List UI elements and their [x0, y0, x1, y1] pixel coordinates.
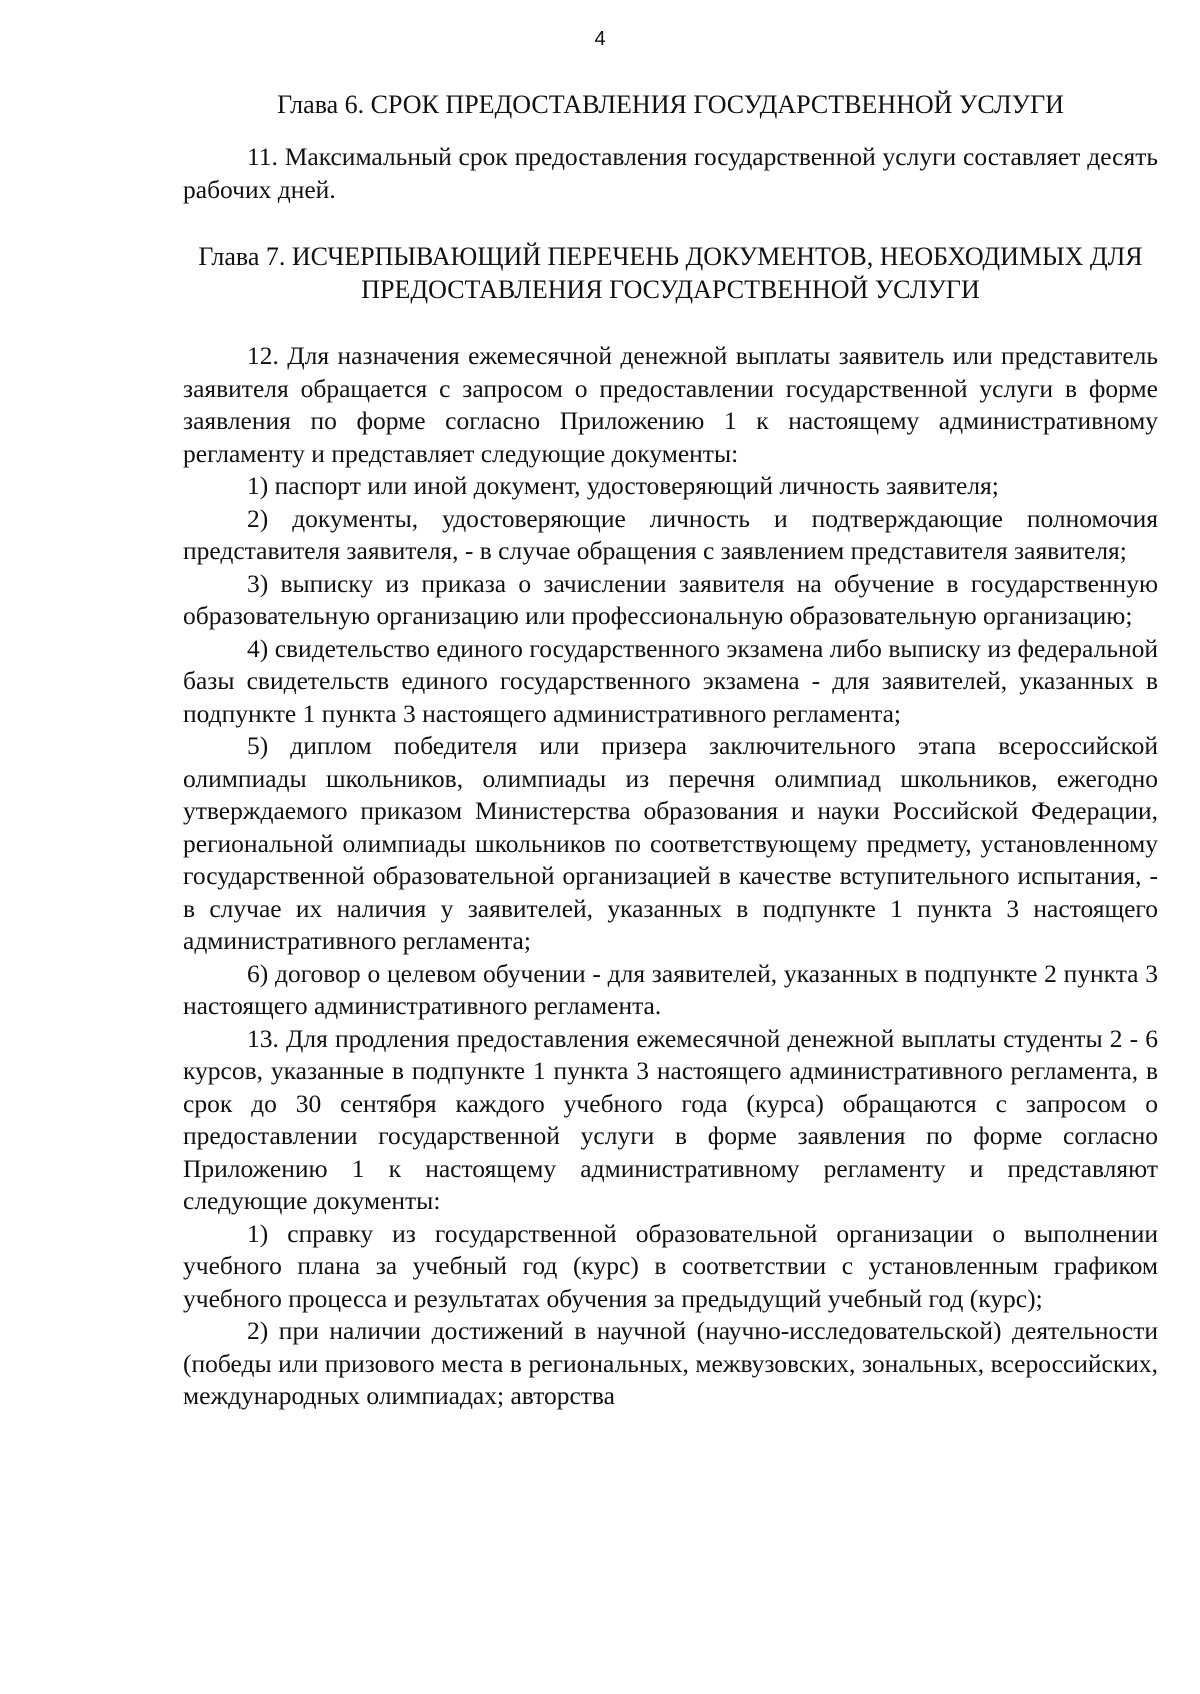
list-item-12-4: 4) свидетельство единого государственного экзамена либо выписку из федеральной базы свидетельств единого государственного экзамена - для заявителей, указанных в подпункте 1 пункта 3 настоящего административного регламента;: [183, 633, 1158, 728]
list-item-12-3: 3) выписку из приказа о зачислении заявителя на обучение в государственную образовательную организацию или профессиональную образовательную организацию;: [183, 568, 1158, 630]
list-item-13-2: 2) при наличии достижений в научной (научно-исследовательской) деятельности (победы или призового места в региональных, межвузовских, зональных, всероссийских, международных олимпиадах; авторства: [183, 1316, 1158, 1410]
list-item-13-1: 1) справку из государственной образовательной организации о выполнении учебного плана за учебный год (курс) в соответствии с установленным графиком учебного процесса и результатах обучения за предыдущий учебный год (курс);: [183, 1218, 1158, 1313]
document-body: [183, 88, 1158, 1413]
list-item-12-6: 6) договор о целевом обучении - для заявителей, указанных в подпункте 2 пункта 3 настоящего административного регламента.: [183, 958, 1158, 1020]
paragraph-13: 13. Для продления предоставления ежемесячной денежной выплаты студенты 2 - 6 курсов, указанные в подпункте 1 пункта 3 настоящего административного регламента, в срок до 30 сентября каждого учебного года (курса) обращаются с запросом о предоставлении государственной услуги в форме заявления по форме согласно Приложению 1 к настоящему административному регламенту и представляют следующие документы:: [183, 1023, 1158, 1215]
chapter-7-heading: Глава 7. ИСЧЕРПЫВАЮЩИЙ ПЕРЕЧЕНЬ ДОКУМЕНТОВ, НЕОБХОДИМЫХ ДЛЯ ПРЕДОСТАВЛЕНИЯ ГОСУДАРСТВЕННОЙ УСЛУГИ: [198, 242, 1143, 304]
list-item-12-1: 1) паспорт или иной документ, удостоверяющий личность заявителя;: [247, 471, 999, 500]
paragraph-11: 11. Максимальный срок предоставления государственной услуги составляет десять рабочих дней.: [183, 142, 1158, 204]
list-item-12-5: 5) диплом победителя или призера заключительного этапа всероссийской олимпиады школьников, олимпиады из перечня олимпиад школьников, ежегодно утверждаемого приказом Министерства образования и науки Российской Федерации, региональной олимпиады школьников по соответствующему предмету, установленному государственной образовательной организацией в качестве вступительного испытания, - в случае их наличия у заявителей, указанных в подпункте 1 пункта 3 настоящего административного регламента;: [183, 731, 1158, 955]
list-item-12-2: 2) документы, удостоверяющие личность и подтверждающие полномочия представителя заявителя, - в случае обращения с заявлением представителя заявителя;: [183, 503, 1158, 565]
chapter-6-heading: Глава 6. СРОК ПРЕДОСТАВЛЕНИЯ ГОСУДАРСТВЕННОЙ УСЛУГИ: [277, 90, 1064, 119]
paragraph-12: 12. Для назначения ежемесячной денежной выплаты заявитель или представитель заявителя обращается с запросом о предоставлении государственной услуги в форме заявления по форме согласно Приложению 1 к настоящему административному регламенту и представляет следующие документы:: [183, 341, 1158, 468]
page-number: 4: [594, 28, 606, 50]
